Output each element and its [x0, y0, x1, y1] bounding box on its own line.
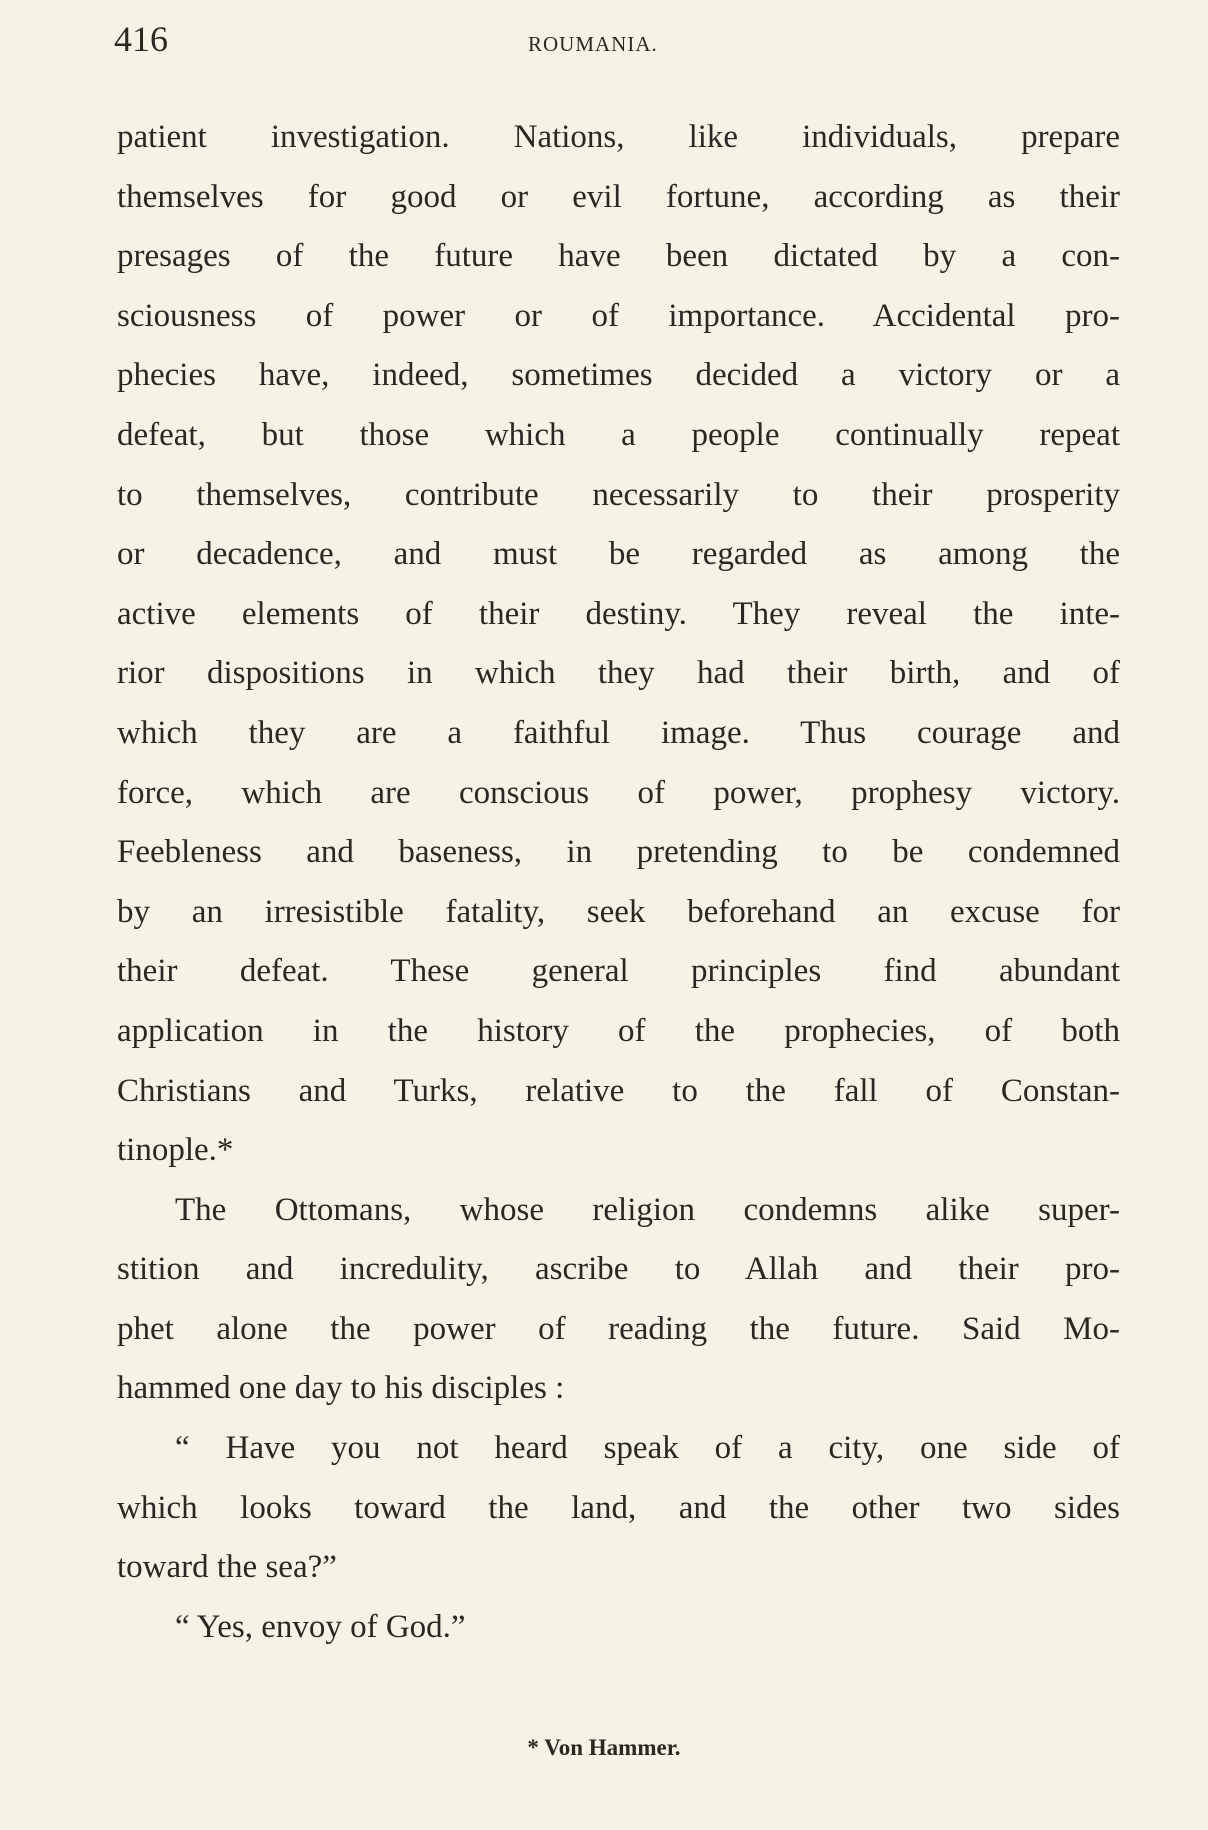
page-header [0, 18, 1208, 68]
text-line: patient investigation. Nations, like individuals, prepare [117, 119, 1120, 155]
text-line: phecies have, indeed, sometimes decided a victory or a [117, 357, 1120, 394]
body-text [117, 108, 1120, 1657]
text-line: toward the sea?” [117, 1549, 337, 1586]
quote-reply-line: “ Yes, envoy of God.” [175, 1608, 466, 1645]
text-line: their defeat. These general principles find abundant [117, 953, 1120, 990]
text-line: stition and incredulity, ascribe to Allah and their pro- [117, 1251, 1120, 1288]
text-line: application in the history of the prophecies, of both [117, 1012, 1120, 1049]
text-line: by an irresistible fatality, seek beforehand an excuse for [117, 893, 1120, 930]
footnote: * Von Hammer. [527, 1735, 681, 1760]
paragraph-start-line: The Ottomans, whose religion condemns alike super- [175, 1191, 1120, 1228]
text-line: defeat, but those which a people continually repeat [117, 416, 1120, 453]
text-line: to themselves, contribute necessarily to their prosperity [117, 476, 1120, 513]
text-line: themselves for good or evil fortune, according as their [117, 178, 1120, 215]
text-line: or decadence, and must be regarded as among the [117, 536, 1120, 573]
page-number: 416 [114, 19, 168, 59]
text-line: which they are a faithful image. Thus courage and [117, 714, 1120, 751]
quote-start-line: “ Have you not heard speak of a city, one side of [175, 1430, 1120, 1467]
text-line: phet alone the power of reading the future. Said Mo- [117, 1310, 1120, 1347]
text-line: which looks toward the land, and the other two sides [117, 1489, 1120, 1526]
text-line: force, which are conscious of power, prophesy victory. [117, 774, 1120, 811]
text-line: hammed one day to his disciples : [117, 1370, 565, 1407]
text-line: rior dispositions in which they had their birth, and of [117, 655, 1120, 692]
text-line: active elements of their destiny. They reveal the inte- [117, 595, 1120, 632]
text-line: sciousness of power or of importance. Accidental pro- [117, 297, 1120, 334]
text-line: tinople.* [117, 1132, 234, 1169]
text-line: presages of the future have been dictated by a con- [117, 238, 1120, 275]
text-line: Christians and Turks, relative to the fall of Constan- [117, 1072, 1120, 1109]
running-title: ROUMANIA. [528, 32, 658, 56]
text-line: Feebleness and baseness, in pretending to be condemned [117, 834, 1120, 871]
